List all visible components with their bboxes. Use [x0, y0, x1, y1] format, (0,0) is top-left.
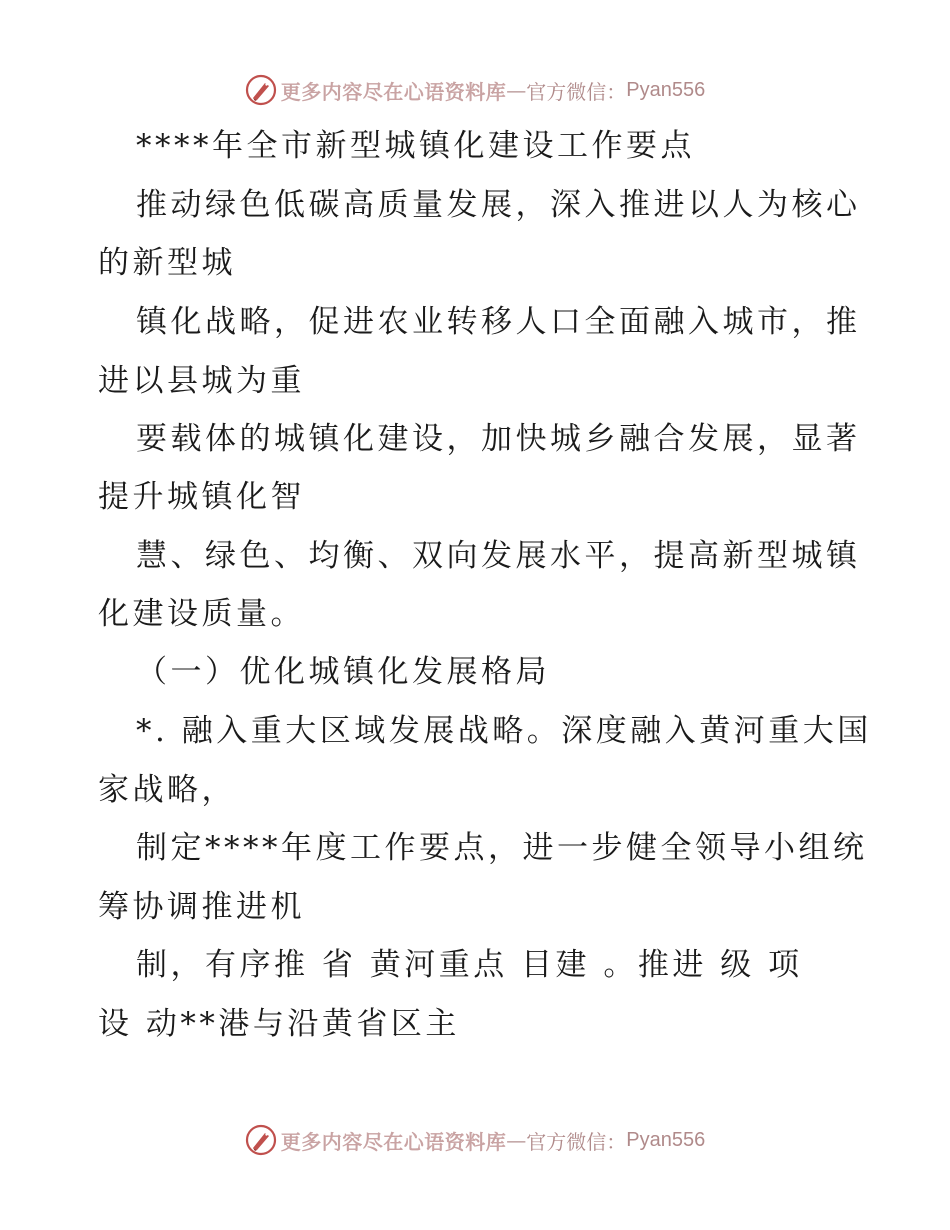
- footer-watermark: [0, 1120, 950, 1160]
- document-title: ****年全市新型城镇化建设工作要点: [136, 128, 695, 164]
- pen-logo-icon: [245, 74, 277, 106]
- paragraph-line: 制，有序推 省 黄河重点 目建 。推进 级 项: [136, 947, 803, 983]
- paragraph-line: 筹协调推进机: [98, 889, 305, 925]
- paragraph-line: 进以县城为重: [98, 363, 305, 399]
- paragraph-line: 提升城镇化智: [98, 479, 305, 515]
- paragraph-line: 家战略，: [98, 772, 236, 808]
- paragraph-line: 推动绿色低碳高质量发展，深入推进以人为核心: [136, 187, 861, 223]
- pen-logo-icon: [245, 1124, 277, 1156]
- watermark-contact-prefix: 官方微信：: [526, 1129, 627, 1154]
- watermark-contact-id: Pyan556: [626, 78, 706, 101]
- watermark-contact-id: Pyan556: [626, 1128, 706, 1151]
- watermark-separator: —: [506, 78, 527, 102]
- header-watermark: [0, 70, 950, 110]
- paragraph-line: *. 融入重大区域发展战略。深度融入黄河重大国: [136, 713, 872, 749]
- watermark-label: 更多内容尽在心语资料库: [280, 79, 507, 104]
- watermark-label: 更多内容尽在心语资料库: [280, 1129, 507, 1154]
- paragraph-line: 的新型城: [98, 245, 236, 281]
- paragraph-line: 制定****年度工作要点，进一步健全领导小组统: [136, 830, 868, 866]
- watermark-separator: —: [506, 1128, 527, 1152]
- paragraph-line: 镇化战略，促进农业转移人口全面融入城市，推: [136, 304, 861, 340]
- paragraph-line: 化建设质量。: [98, 596, 305, 632]
- paragraph-line: 设 动**港与沿黄省区主: [98, 1006, 460, 1042]
- paragraph-line: 慧、绿色、均衡、双向发展水平，提高新型城镇: [136, 538, 861, 574]
- paragraph-line: 要载体的城镇化建设，加快城乡融合发展，显著: [136, 421, 861, 457]
- watermark-contact-prefix: 官方微信：: [526, 79, 627, 104]
- section-heading: （一）优化城镇化发展格局: [136, 654, 550, 690]
